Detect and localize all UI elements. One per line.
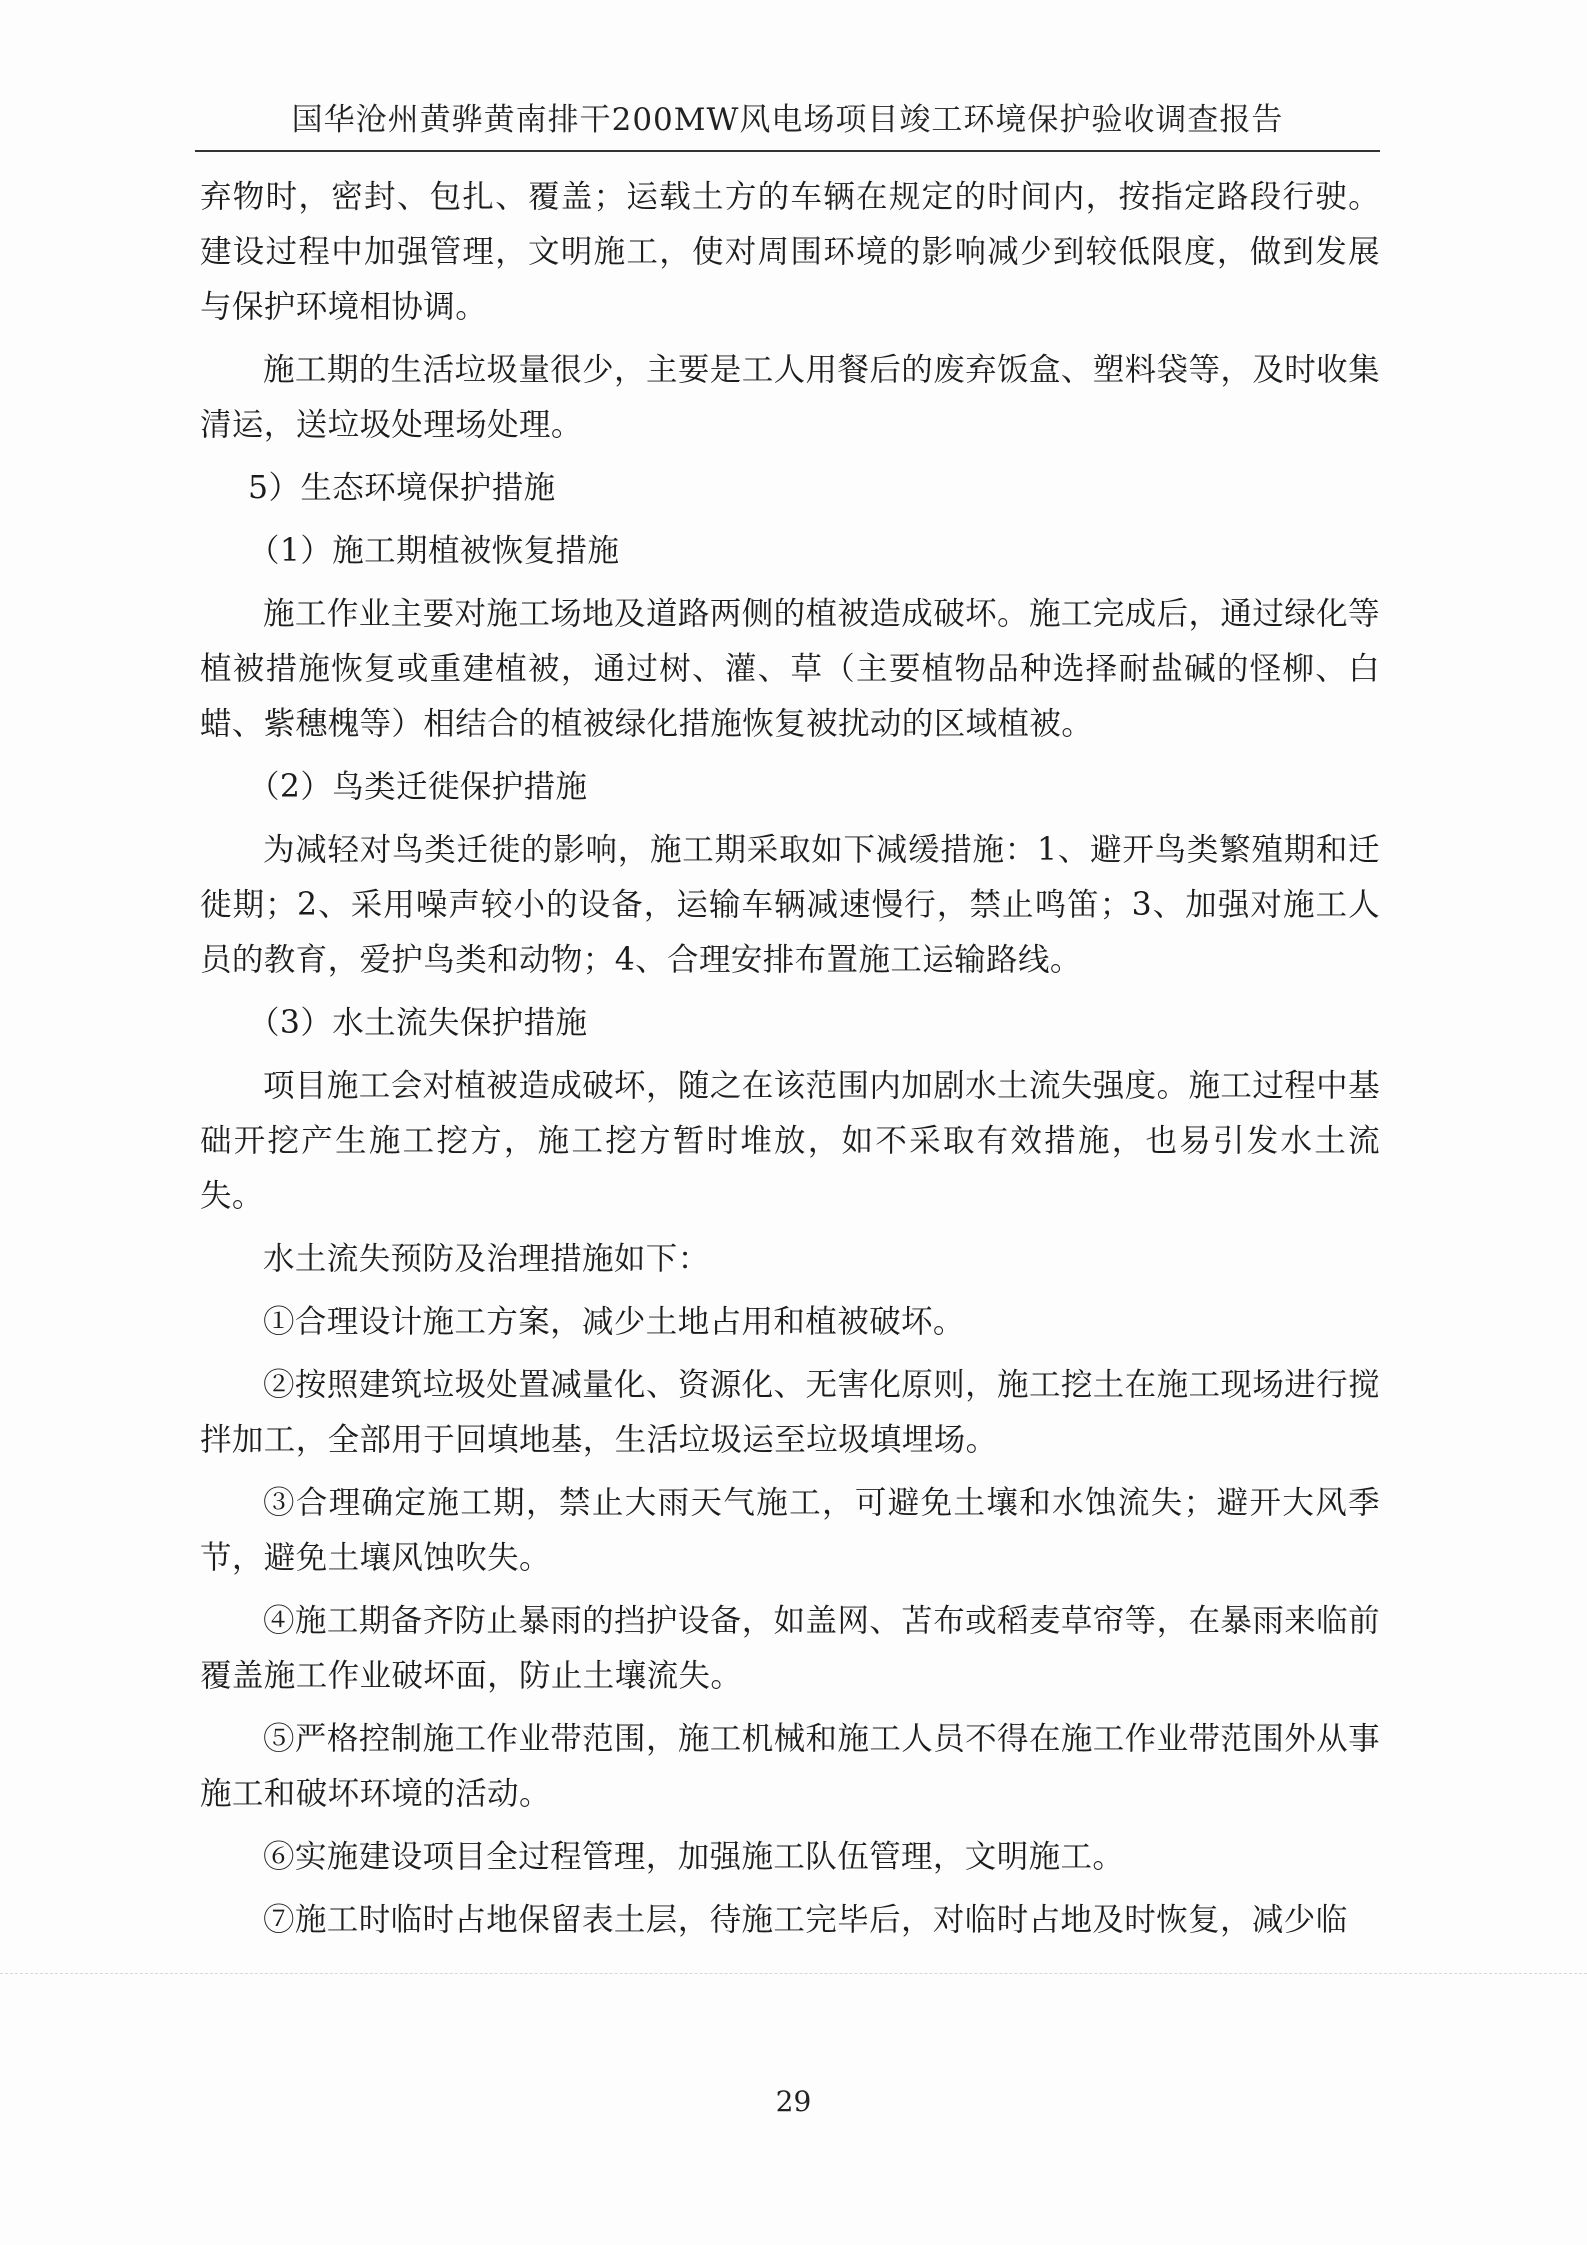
list-item-measure-6: ⑥实施建设项目全过程管理，加强施工队伍管理，文明施工。 (263, 1839, 1125, 1875)
list-item-measure-3: ③合理确定施工期，禁止大雨天气施工，可避免土壤和水蚀流失；避开大风季节，避免土壤风蚀吹失。 (200, 1485, 1380, 1576)
subsection-heading-vegetation: （1）施工期植被恢复措施 (248, 533, 620, 569)
paragraph-measures-intro: 水土流失预防及治理措施如下： (263, 1241, 710, 1277)
paragraph-vegetation: 施工作业主要对施工场地及道路两侧的植被造成破坏。施工完成后，通过绿化等植被措施恢复或重建植被，通过树、灌、草（主要植物品种选择耐盐碱的怪柳、白蜡、紫穗槐等）相结合的植被绿化措施恢复被扰动的区域植被。 (200, 596, 1380, 742)
paragraph-soil-erosion: 项目施工会对植被造成破坏，随之在该范围内加剧水土流失强度。施工过程中基础开挖产生施工挖方，施工挖方暂时堆放，如不采取有效措施，也易引发水土流失。 (200, 1068, 1380, 1214)
paragraph-waste-transport: 弃物时，密封、包扎、覆盖；运载土方的车辆在规定的时间内，按指定路段行驶。建设过程中加强管理，文明施工，使对周围环境的影响减少到较低限度，做到发展与保护环境相协调。 (200, 179, 1380, 325)
body-text (200, 170, 1380, 1956)
section-heading-ecology: 5）生态环境保护措施 (248, 470, 556, 506)
paragraph-domestic-waste: 施工期的生活垃圾量很少，主要是工人用餐后的废弃饭盒、塑料袋等，及时收集清运，送垃圾处理场处理。 (200, 352, 1380, 443)
list-item-measure-5: ⑤严格控制施工作业带范围，施工机械和施工人员不得在施工作业带范围外从事施工和破坏环境的活动。 (200, 1721, 1380, 1812)
header-rule (195, 150, 1380, 152)
list-item-measure-7: ⑦施工时临时占地保留表土层，待施工完毕后，对临时占地及时恢复，减少临 (263, 1902, 1348, 1938)
list-item-measure-2: ②按照建筑垃圾处置减量化、资源化、无害化原则，施工挖土在施工现场进行搅拌加工，全部用于回填地基，生活垃圾运至垃圾填埋场。 (200, 1367, 1380, 1458)
subsection-heading-birds: （2）鸟类迁徙保护措施 (248, 769, 588, 805)
list-item-measure-4: ④施工期备齐防止暴雨的挡护设备，如盖网、苫布或稻麦草帘等，在暴雨来临前覆盖施工作业破坏面，防止土壤流失。 (200, 1603, 1380, 1694)
running-header: 国华沧州黄骅黄南排干200MW风电场项目竣工环境保护验收调查报告 (291, 102, 1284, 138)
list-item-measure-1: ①合理设计施工方案，减少土地占用和植被破坏。 (263, 1304, 965, 1340)
subsection-heading-soil: （3）水土流失保护措施 (248, 1005, 588, 1041)
scan-artifact-line (0, 1973, 1587, 1974)
page-number: 29 (775, 2085, 812, 2118)
paragraph-birds: 为减轻对鸟类迁徙的影响，施工期采取如下减缓措施：1、避开鸟类繁殖期和迁徙期；2、采用噪声较小的设备，运输车辆减速慢行，禁止鸣笛；3、加强对施工人员的教育，爱护鸟类和动物；4、合理安排布置施工运输路线。 (200, 832, 1380, 978)
